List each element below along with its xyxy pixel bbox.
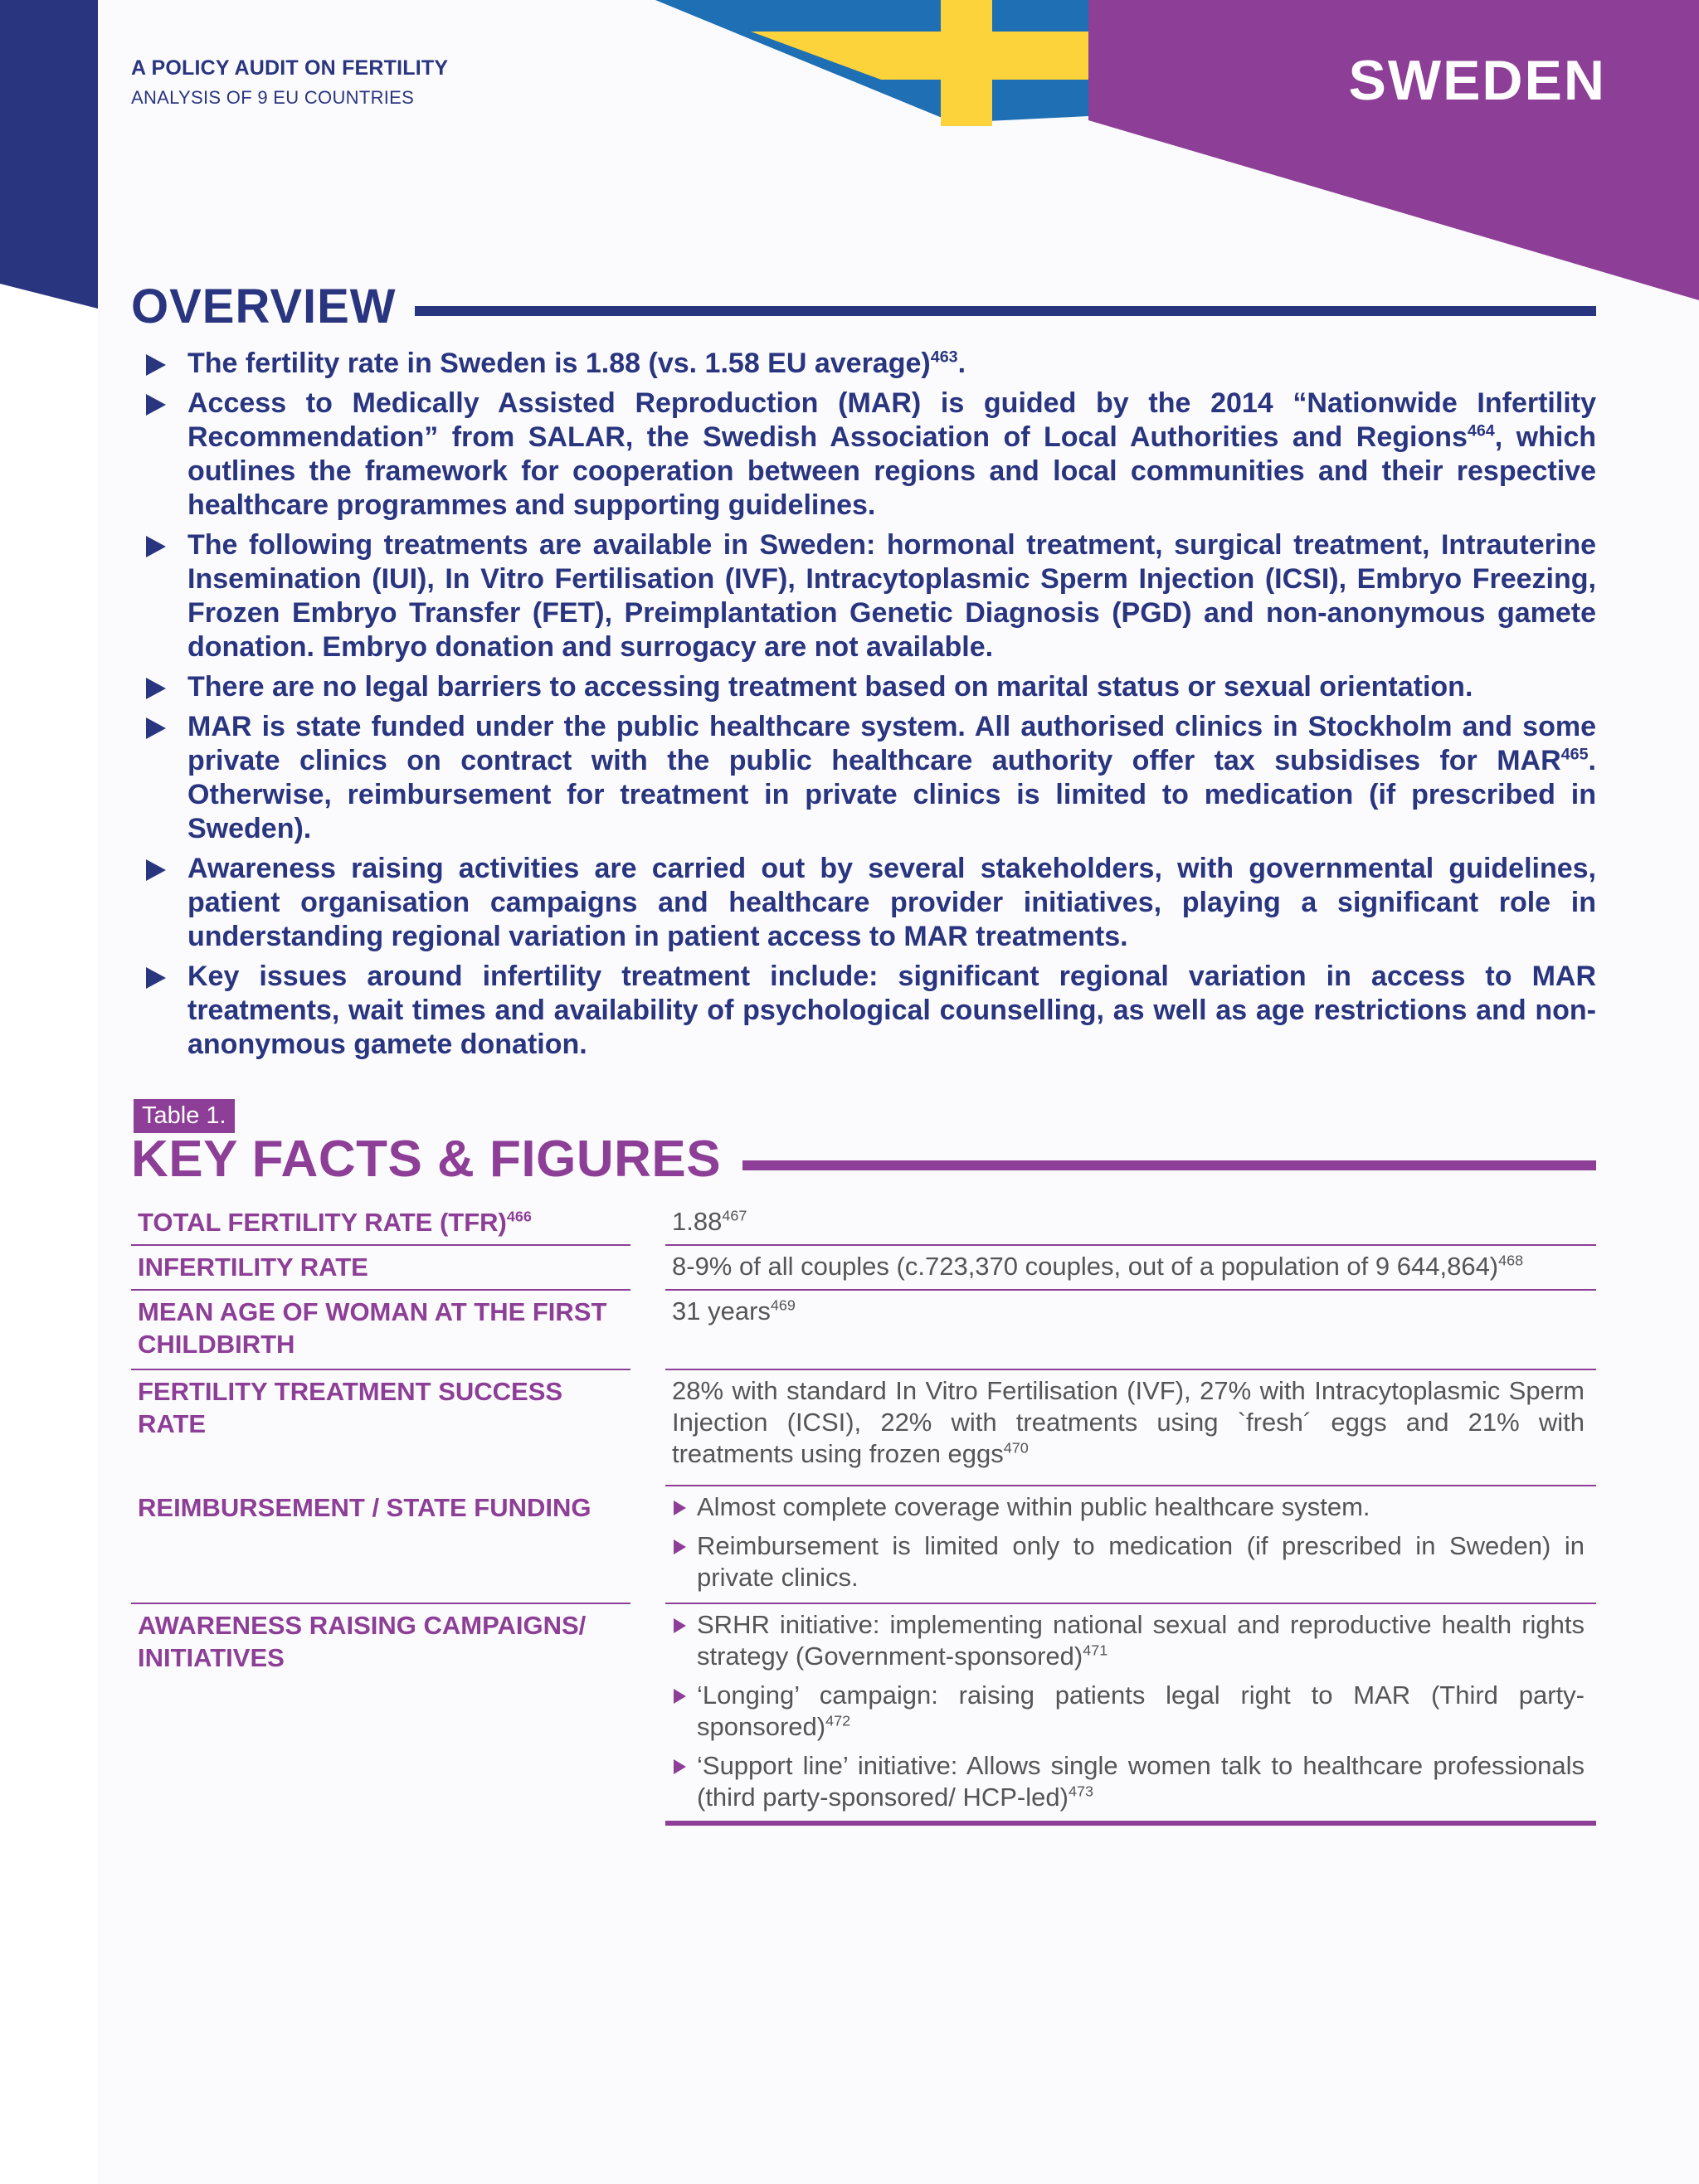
value-text: 28% with standard In Vitro Fertilisation (IVF), 27% with Intracytoplasmic Sperm Injection (ICSI), 22% with treatments using `fresh´ eggs and 21% with treatments using frozen eggs: [672, 1376, 1585, 1468]
item-text: Reimbursement is limited only to medication (if prescribed in Sweden) in private clinics.: [697, 1531, 1585, 1592]
item-text: ‘Support line’ initiative: Allows single women talk to healthcare professionals (third party-sponsored/ HCP-led): [697, 1751, 1585, 1812]
triangle-bullet-icon: [674, 1618, 686, 1633]
row-label: REIMBURSEMENT / STATE FUNDING: [131, 1486, 630, 1604]
bullet-text: Access to Medically Assisted Reproduction (MAR) is guided by the 2014 “Nationwide Infertility Recommendation” from SALAR, the Swedish Association of Local Authorities and Regions: [187, 387, 1596, 453]
triangle-bullet-icon: [146, 536, 166, 557]
overview-heading: [131, 279, 1596, 334]
bullet-text-tail: .: [957, 348, 966, 379]
item-text: SRHR initiative: implementing national sexual and reproductive health rights strategy (Government-sponsored): [697, 1610, 1585, 1671]
triangle-bullet-icon: [674, 1501, 686, 1515]
footnote-ref: 466: [506, 1208, 532, 1225]
value-text: 31 years: [672, 1296, 771, 1325]
footnote-ref: 471: [1083, 1642, 1108, 1659]
triangle-bullet-icon: [146, 859, 166, 881]
footnote-ref: 472: [825, 1712, 851, 1729]
triangle-bullet-icon: [674, 1689, 686, 1704]
row-value: [665, 1201, 1596, 1246]
bullet-text: Key issues around infertility treatment include: significant regional variation in access to MAR treatments, wait times and availability of psychological counselling, as well as age restrictions and non-anonymous gamete donation.: [187, 961, 1596, 1060]
row-label: MEAN AGE OF WOMAN AT THE FIRST CHILDBIRTH: [131, 1291, 630, 1370]
row-label: [131, 1201, 630, 1246]
table-number-tag: Table 1.: [134, 1099, 235, 1133]
key-facts-table: [131, 1201, 1596, 1826]
bullet-text: MAR is state funded under the public healthcare system. All authorised clinics in Stockholm and some private clinics on contract with the public healthcare authority offer tax subsidises for MAR: [187, 711, 1596, 776]
bullet-text: Awareness raising activities are carried out by several stakeholders, with governmental guidelines, patient organisation campaigns and healthcare provider initiatives, playing a significant role in understanding regional variation in patient access to MAR treatments.: [187, 853, 1596, 952]
overview-title: OVERVIEW: [131, 280, 397, 333]
triangle-bullet-icon: [146, 394, 166, 416]
triangle-bullet-icon: [146, 678, 166, 699]
list-item: [672, 1530, 1585, 1593]
key-facts-rule: [742, 1160, 1596, 1170]
value-text: 1.88: [672, 1207, 723, 1236]
key-facts-heading: [131, 1130, 1596, 1189]
overview-bullet: [144, 528, 1596, 664]
footnote-ref: 468: [1498, 1252, 1524, 1269]
triangle-bullet-icon: [674, 1540, 686, 1554]
footnote-ref: 467: [722, 1207, 747, 1224]
overview-bullet: [144, 670, 1596, 704]
document-title: A POLICY AUDIT ON FERTILITY: [131, 56, 449, 80]
row-value: [665, 1246, 1596, 1291]
footnote-ref: 473: [1068, 1783, 1093, 1800]
triangle-bullet-icon: [146, 717, 166, 739]
bullet-text: There are no legal barriers to accessing treatment based on marital status or sexual orientation.: [187, 671, 1473, 703]
overview-bullet: [144, 710, 1596, 846]
table-row: [131, 1486, 1596, 1604]
value-text: 8-9% of all couples (c.723,370 couples, out of a population of 9 644,864): [672, 1252, 1499, 1281]
row-value: [665, 1604, 1596, 1826]
bullet-text-tail: . Otherwise, reimbursement for treatment in private clinics is limited to medication (if prescribed in Sweden).: [187, 745, 1596, 844]
row-label: FERTILITY TREATMENT SUCCESS RATE: [138, 1377, 563, 1438]
list-item: [672, 1491, 1585, 1523]
document-subtitle: ANALYSIS OF 9 EU COUNTRIES: [131, 87, 415, 108]
document-header: [131, 56, 448, 109]
triangle-bullet-icon: [146, 967, 166, 989]
overview-bullet: [144, 852, 1596, 954]
footnote-ref: 464: [1467, 421, 1495, 440]
triangle-bullet-icon: [146, 354, 166, 376]
key-facts-title: KEY FACTS & FIGURES: [131, 1131, 722, 1188]
item-text: Almost complete coverage within public healthcare system.: [697, 1492, 1370, 1521]
table-row: [131, 1604, 1596, 1826]
bullet-text: The following treatments are available in Sweden: hormonal treatment, surgical treatment, Intrauterine Insemination (IUI), In Vitro Fertilisation (IVF), Intracytoplasmic Sperm Injection (ICSI), Embryo Freezing, Frozen Embryo Transfer (FET), Preimplantation Genetic Diagnosis (PGD) and non-anonymous gamete donation. Embryo donation and surrogacy are not available.: [187, 529, 1596, 663]
footnote-ref: 463: [930, 348, 958, 367]
table-row: [131, 1370, 1596, 1486]
overview-bullet: [144, 387, 1596, 523]
value-list: [672, 1609, 1585, 1813]
row-label: INFERTILITY RATE: [131, 1246, 630, 1291]
table-row: [131, 1201, 1596, 1246]
row-value: [665, 1370, 1596, 1486]
country-title: SWEDEN: [1348, 49, 1606, 112]
footnote-ref: 470: [1003, 1439, 1029, 1457]
value-list: [672, 1491, 1585, 1593]
table-row: [131, 1246, 1596, 1291]
list-item: [672, 1680, 1585, 1743]
footnote-ref: 465: [1560, 745, 1589, 764]
left-navy-band: [0, 0, 98, 309]
overview-list: [144, 347, 1596, 1068]
bullet-text-tail: , which outlines the framework for cooperation between regions and local communities and their respective healthcare programmes and supporting guidelines.: [187, 421, 1596, 521]
row-value: [665, 1486, 1596, 1604]
row-value: [665, 1291, 1596, 1370]
list-item: [672, 1750, 1585, 1813]
table-row: [131, 1291, 1596, 1370]
footnote-ref: 469: [770, 1296, 796, 1314]
item-text: ‘Longing’ campaign: raising patients legal right to MAR (Third party-sponsored): [697, 1681, 1585, 1741]
overview-rule: [415, 306, 1596, 316]
label-text: TOTAL FERTILITY RATE (TFR): [138, 1208, 507, 1237]
triangle-bullet-icon: [674, 1759, 686, 1774]
list-item: [672, 1609, 1585, 1672]
row-label: AWARENESS RAISING CAMPAIGNS/ INITIATIVES: [138, 1611, 587, 1672]
overview-bullet: [144, 347, 1596, 381]
overview-bullet: [144, 960, 1596, 1062]
bullet-text: The fertility rate in Sweden is 1.88 (vs. 1.58 EU average): [187, 348, 931, 379]
